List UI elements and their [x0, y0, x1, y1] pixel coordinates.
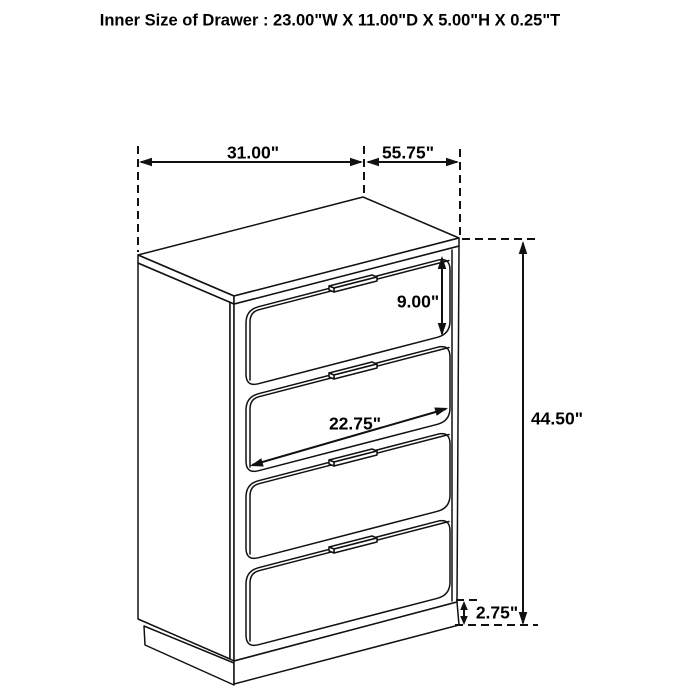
dimension-height — [455, 239, 538, 625]
diagram-title: Inner Size of Drawer : 23.00"W X 11.00"D X 5.00"H X 0.25"T — [99, 11, 561, 30]
side-panel — [138, 263, 230, 659]
overall-height-dimension-label: 44.50" — [530, 408, 584, 429]
base-height-dimension-label: 2.75" — [475, 602, 519, 623]
depth-dimension-label: 55.75" — [381, 142, 435, 163]
chest-drawing — [138, 197, 459, 685]
drawer-height-dimension-label: 9.00" — [396, 291, 440, 312]
width-dimension-label: 31.00" — [226, 142, 280, 163]
drawer-width-dimension-label: 22.75" — [328, 413, 382, 434]
